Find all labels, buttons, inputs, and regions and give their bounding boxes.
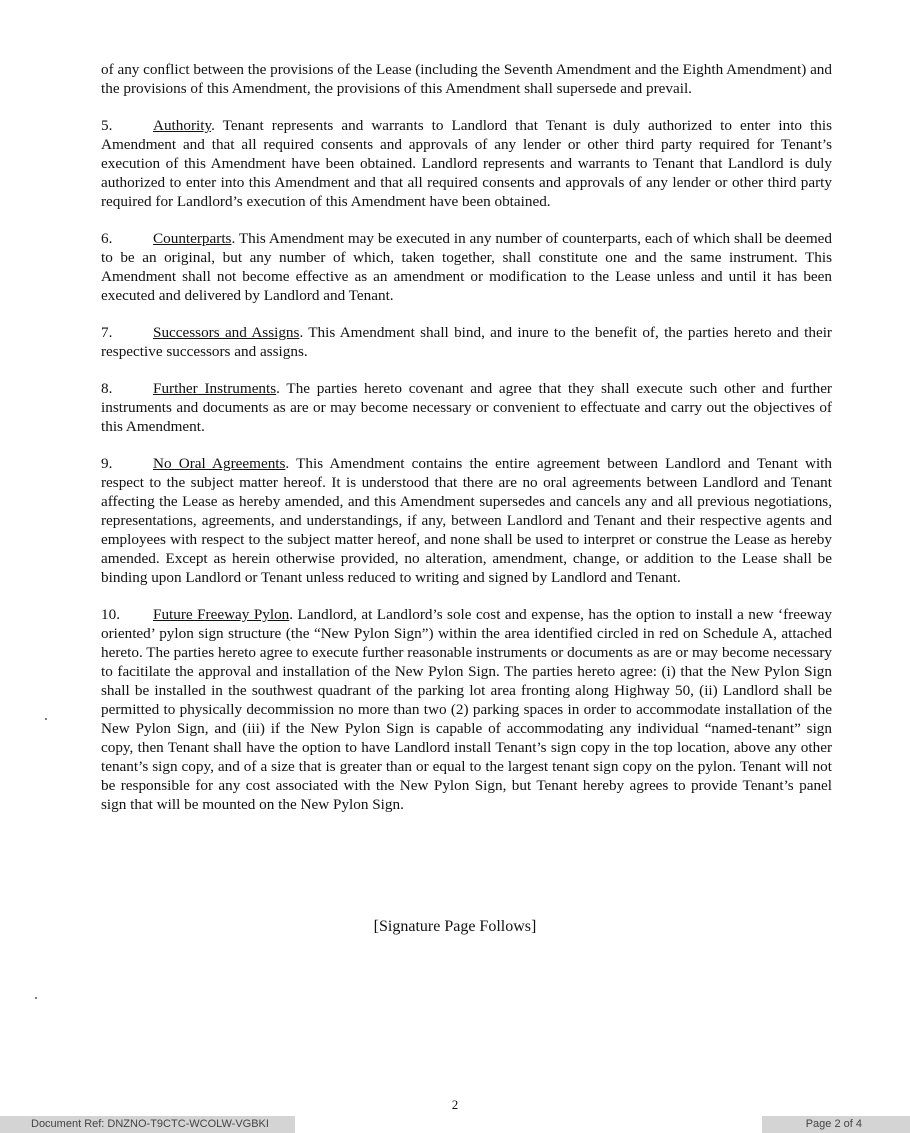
- paragraph-text: of any conflict between the provisions of the Lease (including the Seventh Amendment and the Eighth Amendment) and the provisions of this Amendment, the provisions of this Amendment shall supersede and prevail.: [101, 61, 832, 97]
- paragraph-heading: No Oral Agreements: [153, 455, 286, 472]
- paragraph-number: 6.: [101, 230, 113, 247]
- paragraph-text: . This Amendment shall bind, and inure to the benefit of, the parties hereto and their respective successors and assigns.: [101, 324, 832, 360]
- paragraph-6-counterparts: [101, 229, 832, 305]
- paragraph-heading: Future Freeway Pylon: [153, 606, 290, 623]
- paragraph-heading: Authority: [153, 117, 212, 134]
- paragraph-text: . Landlord, at Landlord’s sole cost and expense, has the option to install a new ‘freeway oriented’ pylon sign structure (the “New Pylon Sign”) within the area identified circled in red on Schedule A, attached hereto. The parties hereto agree to execute further reasonable instruments or documents as are or may become necessary to facitilate the approval and installation of the New Pylon Sign. The parties hereto agree: (i) that the New Pylon Sign shall be installed in the southwest quadrant of the parking lot area fronting along Highway 50, (ii) Landlord shall be permitted to physically decommission no more than two (2) parking spaces in order to accommodate installation of the New Pylon Sign, and (iii) if the New Pylon Sign is capable of accommodating any individual “named-tenant” sign copy, then Tenant shall have the option to have Landlord install Tenant’s sign copy in the top location, above any other tenant’s sign copy, and of a size that is greater than or equal to the largest tenant sign copy on the pylon. Tenant will not be responsible for any cost associated with the New Pylon Sign, but Tenant hereby agrees to provide Tenant’s panel sign that will be mounted on the New Pylon Sign.: [101, 606, 832, 813]
- paragraph-heading: Further Instruments: [153, 380, 277, 397]
- paragraph-8-further-instruments: [101, 379, 832, 436]
- paragraph-number: 10.: [101, 606, 120, 623]
- paragraph-heading: Successors and Assigns: [153, 324, 300, 341]
- paragraph-text: . The parties hereto covenant and agree that they shall execute such other and further instruments and documents as are or may become necessary or convenient to effectuate and carry out the objectives of this Amendment.: [101, 380, 832, 435]
- page-indicator-footer: Page 2 of 4: [762, 1116, 910, 1133]
- paragraph-text: . This Amendment may be executed in any number of counterparts, each of which shall be deemed to be an original, but any number of which, taken together, shall constitute one and the same instrument. This Amendment shall not become effective as an amendment or modification to the Lease unless and until it has been executed and delivered by Landlord and Tenant.: [101, 230, 832, 304]
- paragraph-text: . This Amendment contains the entire agreement between Landlord and Tenant with respect to the subject matter hereof. It is understood that there are no oral agreements between Landlord and Tenant affecting the Lease as hereby amended, and this Amendment supersedes and cancels any and all previous negotiations, representations, agreements, and understandings, if any, between Landlord and Tenant and their respective agents and employees with respect to the subject matter hereof, and none shall be used to interpret or construe the Lease as hereby amended. Except as herein otherwise provided, no alteration, amendment, change, or addition to the Lease shall be binding upon Landlord or Tenant unless reduced to writing and signed by Landlord and Tenant.: [101, 455, 832, 586]
- paragraph-number: 7.: [101, 324, 113, 341]
- paragraph-5-authority: [101, 116, 832, 211]
- paragraph-10-freeway-pylon: [101, 605, 832, 814]
- paragraph-7-successors: [101, 323, 832, 361]
- document-ref-footer: Document Ref: DNZNO-T9CTC-WCOLW-VGBKI: [0, 1116, 295, 1133]
- signature-page-follows-note: [Signature Page Follows]: [373, 918, 537, 935]
- document-body: [101, 60, 832, 832]
- paragraph-number: 8.: [101, 380, 113, 397]
- paragraph-number: 9.: [101, 455, 113, 472]
- page-number: 2: [451, 1097, 459, 1112]
- paragraph-continuation: [101, 60, 832, 98]
- scan-speck: [45, 718, 47, 720]
- paragraph-heading: Counterparts: [153, 230, 232, 247]
- paragraph-number: 5.: [101, 117, 113, 134]
- paragraph-text: . Tenant represents and warrants to Landlord that Tenant is duly authorized to enter into this Amendment and that all required consents and approvals of any lender or other third party required for Tenant’s execution of this Amendment have been obtained. Landlord represents and warrants to Tenant that Landlord is duly authorized to enter into this Amendment and that all required consents and approvals of any lender or other third party required for Landlord’s execution of this Amendment have been obtained.: [101, 117, 832, 210]
- paragraph-9-no-oral-agreements: [101, 454, 832, 587]
- scan-speck: [35, 997, 37, 999]
